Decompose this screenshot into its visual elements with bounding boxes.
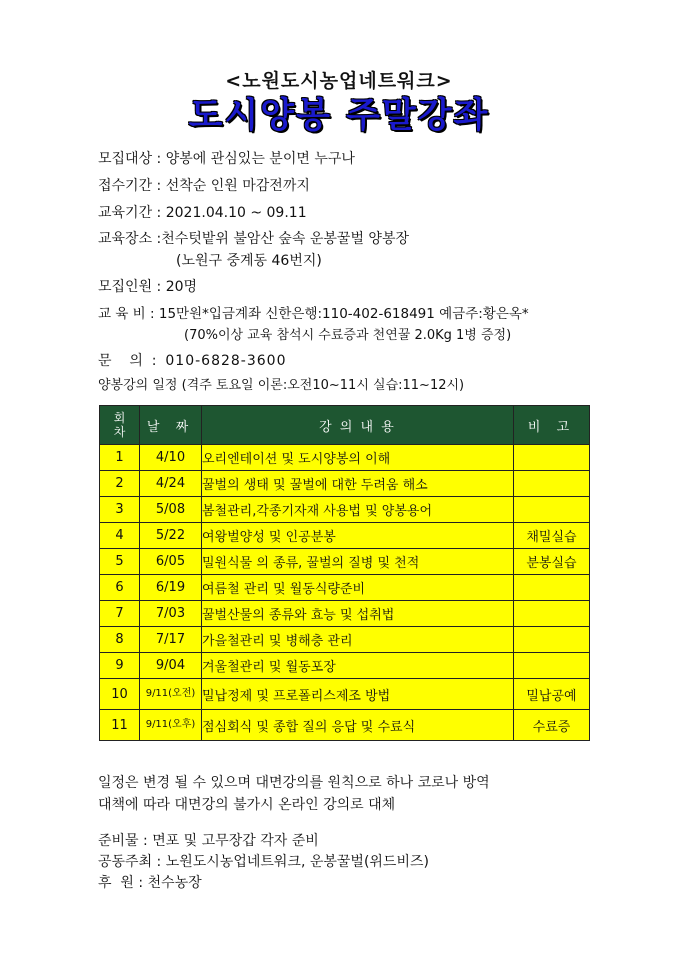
table-row (100, 627, 590, 653)
organizer-heading: <노원도시농업네트워크> (225, 70, 453, 92)
session-note (514, 653, 590, 679)
session-content: 밀원식물 의 종류, 꿀벌의 질병 및 천적 (202, 549, 514, 575)
footer-sponsor: 후 원 : 천수농장 (98, 875, 202, 891)
fee-note: (70%이상 교육 참석시 수료증과 천연꿀 2.0Kg 1병 증정) (184, 328, 512, 343)
session-note (514, 627, 590, 653)
session-content: 오리엔테이션 및 도시양봉의 이해 (202, 445, 514, 471)
session-date: 7/17 (140, 627, 202, 653)
session-no: 8 (100, 627, 140, 653)
session-no: 11 (100, 710, 140, 741)
info-value: 선착순 인원 마감전까지 (165, 178, 310, 194)
session-date: 9/11(오전) (140, 679, 202, 710)
table-header-row (100, 406, 590, 445)
notice-line: 대책에 따라 대면강의 불가시 온라인 강의로 대체 (98, 797, 396, 813)
session-no: 4 (100, 523, 140, 549)
session-note (514, 497, 590, 523)
table-row (100, 575, 590, 601)
session-content: 밀납정제 및 프로폴리스제조 방법 (202, 679, 514, 710)
header-session: 회차 (100, 406, 140, 445)
header-date: 날 짜 (140, 406, 202, 445)
session-no: 2 (100, 471, 140, 497)
session-date: 6/19 (140, 575, 202, 601)
info-value: 15만원*입금계좌 신한은행:110-402-618491 예금주:황은옥* (158, 306, 529, 322)
session-date: 4/10 (140, 445, 202, 471)
session-no: 5 (100, 549, 140, 575)
session-note: 수료증 (514, 710, 590, 741)
table-row (100, 523, 590, 549)
session-note (514, 445, 590, 471)
session-date: 5/22 (140, 523, 202, 549)
session-note (514, 471, 590, 497)
session-no: 1 (100, 445, 140, 471)
session-content: 꿀벌산물의 종류와 효능 및 섭취법 (202, 601, 514, 627)
info-label: 교육장소 (98, 231, 153, 247)
session-content: 겨울철관리 및 월동포장 (202, 653, 514, 679)
session-no: 3 (100, 497, 140, 523)
session-content: 꿀벌의 생태 및 꿀벌에 대한 두려움 해소 (202, 471, 514, 497)
info-period: 접수기간 : 선착순 인원 마감전까지 (98, 178, 310, 194)
table-row (100, 601, 590, 627)
table-row (100, 710, 590, 741)
info-label: 모집인원 (98, 279, 153, 295)
session-no: 10 (100, 679, 140, 710)
session-note: 분봉실습 (514, 549, 590, 575)
session-no: 6 (100, 575, 140, 601)
info-location: 교육장소 :천수텃밭위 불암산 숲속 운봉꿀벌 양봉장 (98, 231, 409, 247)
info-value: 20명 (165, 279, 198, 295)
session-date: 6/05 (140, 549, 202, 575)
info-value: 2021.04.10 ~ 09.11 (165, 205, 307, 221)
session-date: 5/08 (140, 497, 202, 523)
table-row (100, 653, 590, 679)
session-note: 밀납공예 (514, 679, 590, 710)
header-content: 강 의 내 용 (202, 406, 514, 445)
location-note: (노원구 중계동 46번지) (176, 253, 322, 269)
session-content: 가을철관리 및 병해충 관리 (202, 627, 514, 653)
info-value: 천수텃밭위 불암산 숲속 운봉꿀벌 양봉장 (161, 231, 409, 247)
schedule-table (99, 405, 590, 741)
header-note: 비 고 (514, 406, 590, 445)
info-label: 모집대상 (98, 151, 153, 167)
session-content: 점심회식 및 종합 질의 응답 및 수료식 (202, 710, 514, 741)
session-content: 여왕벌양성 및 인공분봉 (202, 523, 514, 549)
session-date: 4/24 (140, 471, 202, 497)
footer-supplies: 준비물 : 면포 및 고무장갑 각자 준비 (98, 833, 319, 849)
session-note: 채밀실습 (514, 523, 590, 549)
page-title: 도시양봉 주말강좌 (188, 96, 490, 136)
session-date: 9/11(오후) (140, 710, 202, 741)
schedule-heading: 양봉강의 일정 (격주 토요일 이론:오전10~11시 실습:11~12시) (98, 378, 465, 393)
info-dates: 교육기간 : 2021.04.10 ~ 09.11 (98, 205, 307, 221)
info-label: 문 의 (98, 353, 143, 369)
table-row (100, 549, 590, 575)
info-label: 교 육 비 (98, 306, 146, 322)
session-no: 9 (100, 653, 140, 679)
info-value: 010-6828-3600 (165, 353, 287, 369)
session-content: 봄철관리,각종기자재 사용법 및 양봉용어 (202, 497, 514, 523)
table-row (100, 445, 590, 471)
session-note (514, 601, 590, 627)
table-row (100, 679, 590, 710)
info-capacity: 모집인원 : 20명 (98, 279, 198, 295)
info-value: 양봉에 관심있는 분이면 누구나 (165, 151, 355, 167)
session-date: 9/04 (140, 653, 202, 679)
session-note (514, 575, 590, 601)
info-label: 교육기간 (98, 205, 153, 221)
notice-line: 일정은 변경 될 수 있으며 대면강의를 원칙으로 하나 코로나 방역 (98, 775, 490, 791)
info-contact: 문 의 : 010-6828-3600 (98, 353, 287, 369)
info-target: 모집대상 : 양봉에 관심있는 분이면 누구나 (98, 151, 355, 167)
session-content: 여름철 관리 및 월동식량준비 (202, 575, 514, 601)
info-fee: 교 육 비 : 15만원*입금계좌 신한은행:110-402-618491 예금주:황은옥* (98, 306, 529, 322)
info-label: 접수기간 (98, 178, 153, 194)
session-date: 7/03 (140, 601, 202, 627)
session-no: 7 (100, 601, 140, 627)
footer-hosts: 공동주최 : 노원도시농업네트워크, 운봉꿀벌(위드비즈) (98, 854, 429, 870)
table-row (100, 497, 590, 523)
table-row (100, 471, 590, 497)
